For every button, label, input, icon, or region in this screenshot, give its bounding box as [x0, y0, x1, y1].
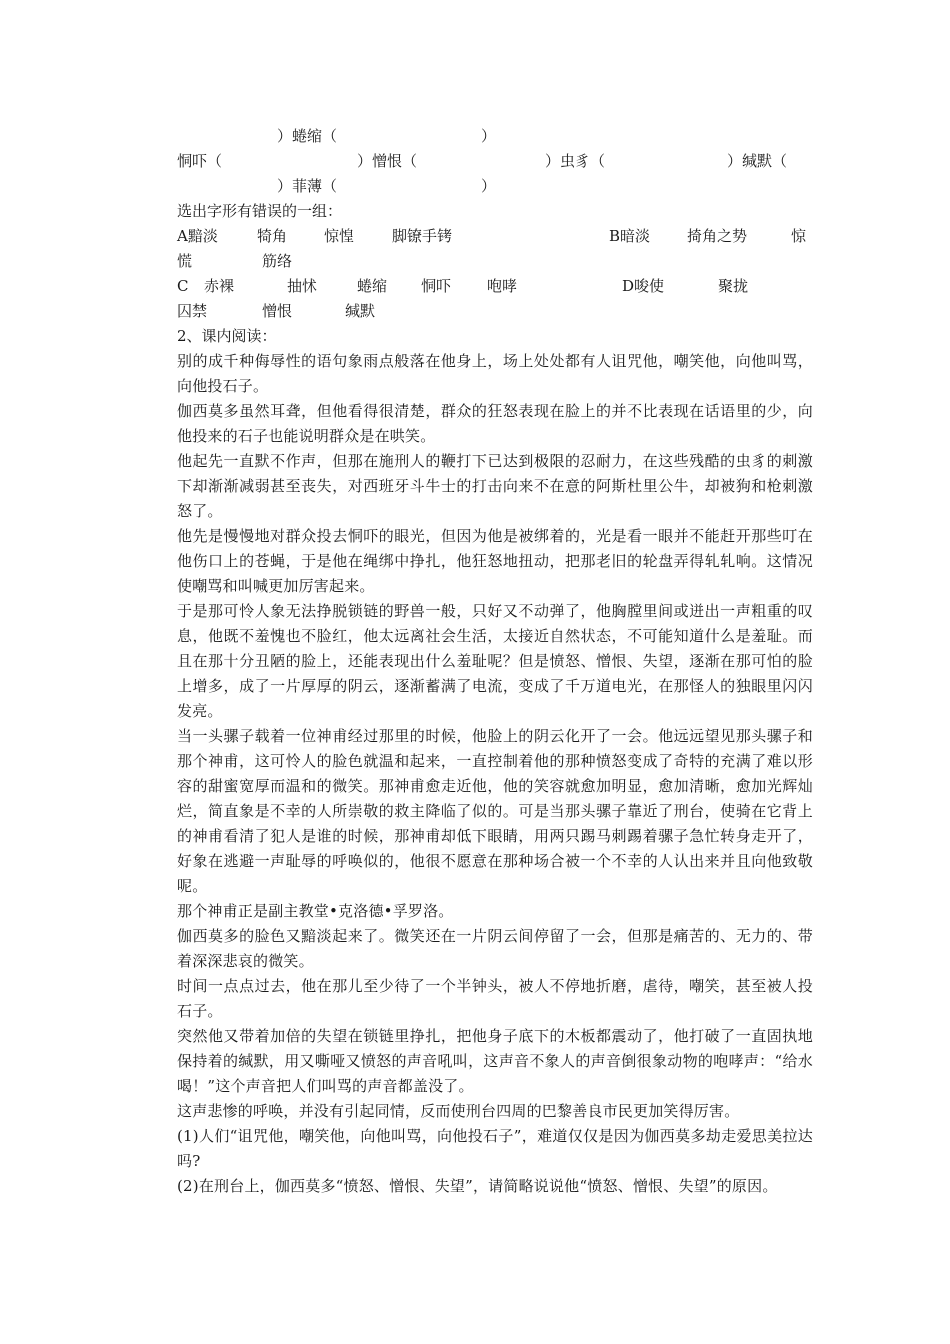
option-word: 犄角	[257, 227, 288, 245]
passage-paragraph: 别的成千种侮辱性的语句象雨点般落在他身上，场上处处都有人诅咒他，嘲笑他，向他叫骂，向他投石子。	[177, 352, 813, 395]
document-page	[177, 124, 813, 1199]
option-word: 恫吓	[421, 277, 452, 295]
options-line-3	[177, 274, 813, 299]
section-title	[177, 324, 813, 349]
vocab-row-2	[177, 149, 813, 174]
question-typo-text: 选出字形有错误的一组：	[177, 202, 343, 220]
section-title-text: 2、课内阅读：	[177, 327, 277, 345]
option-word: 慌	[177, 252, 193, 270]
option-word: 憎恨	[262, 302, 293, 320]
question-2: (2)在刑台上，伽西莫多“愤怒、憎恨、失望”，请简略说说他“愤怒、憎恨、失望”的原因。	[177, 1177, 778, 1195]
option-word: 筋络	[262, 252, 293, 270]
option-word: 掎角之势	[687, 227, 748, 245]
passage-paragraph: 他先是慢慢地对群众投去恫吓的眼光，但因为他是被绑着的，光是看一眼并不能赶开那些叮在他伤口上的苍蝇，于是他在绳绑中挣扎，他狂怒地扭动，把那老旧的轮盘弄得轧轧响。这情况使嘲骂和叫喊更加厉害起来。	[177, 527, 813, 595]
passage-paragraph: 伽西莫多虽然耳聋，但他看得很清楚，群众的狂怒表现在脸上的并不比表现在话语里的少，向他投来的石子也能说明群众是在哄笑。	[177, 402, 813, 445]
option-word: 聚拢	[718, 277, 749, 295]
vocab-blank[interactable]: ）	[481, 127, 497, 145]
option-word: 咆哮	[487, 277, 518, 295]
passage-paragraph: 突然他又带着加倍的失望在锁链里挣扎，把他身子底下的木板都震动了，他打破了一直固执地保持着的缄默，用又嘶哑又愤怒的声音吼叫，这声音不象人的声音倒很象动物的咆哮声：“给水喝！”这个声音把人们叫骂的声音都盖没了。	[177, 1027, 813, 1095]
options-line-2	[177, 249, 813, 274]
option-word: 囚禁	[177, 302, 208, 320]
options-line-4	[177, 299, 813, 324]
vocab-blank[interactable]: 恫吓（	[177, 152, 223, 170]
options-line-1	[177, 224, 813, 249]
option-word: 惊	[791, 227, 807, 245]
passage-paragraph: 那个神甫正是副主教堂•克洛德•孚罗洛。	[177, 902, 454, 920]
option-word: 脚镣手铐	[392, 227, 453, 245]
passage-paragraph: 伽西莫多的脸色又黯淡起来了。微笑还在一片阴云间停留了一会，但那是痛苦的、无力的、带着深深悲哀的微笑。	[177, 927, 813, 970]
question-typo	[177, 199, 813, 224]
vocab-blank[interactable]: ）	[481, 177, 497, 195]
vocab-blank[interactable]: ）蜷缩（	[277, 127, 338, 145]
option-word: C	[177, 277, 189, 295]
option-word: 缄默	[345, 302, 376, 320]
option-word: B暗淡	[609, 227, 651, 245]
option-word: 抽怵	[287, 277, 318, 295]
passage-paragraph: 这声悲惨的呼唤，并没有引起同情，反而使刑台四周的巴黎善良市民更加笑得厉害。	[177, 1102, 740, 1120]
option-word: D唆使	[622, 277, 665, 295]
vocab-row-3	[177, 174, 813, 199]
vocab-blank[interactable]: ）菲薄（	[277, 177, 338, 195]
passage-paragraph: 于是那可怜人象无法挣脱锁链的野兽一般，只好又不动弹了，他胸膛里间或迸出一声粗重的叹息，他既不羞愧也不脸红，他太远离社会生活，太接近自然状态，不可能知道什么是羞耻。而且在那十分丑陋的脸上，还能表现出什么羞耻呢？但是愤怒、憎恨、失望，逐渐在那可怕的脸上增多，成了一片厚厚的阴云，逐渐蓄满了电流，变成了千万道电光，在那怪人的独眼里闪闪发亮。	[177, 602, 813, 720]
vocab-row-1	[177, 124, 813, 149]
passage-paragraph: 他起先一直默不作声，但那在施刑人的鞭打下已达到极限的忍耐力，在这些残酷的虫豸的刺激下却渐渐减弱甚至丧失，对西班牙斗牛士的打击向来不在意的阿斯杜里公牛，却被狗和枪刺激怒了。	[177, 452, 813, 520]
vocab-blank[interactable]: ）虫豸（	[545, 152, 606, 170]
option-word: 赤裸	[204, 277, 235, 295]
vocab-blank[interactable]: ）憎恨（	[357, 152, 418, 170]
question-1: (1)人们“诅咒他，嘲笑他，向他叫骂，向他投石子”，难道仅仅是因为伽西莫多劫走爱思美拉达吗?	[177, 1127, 813, 1170]
option-word: A黯淡	[177, 227, 218, 245]
passage-paragraph: 时间一点点过去，他在那儿至少待了一个半钟头，被人不停地折磨，虐待，嘲笑，甚至被人投石子。	[177, 977, 813, 1020]
vocab-blank[interactable]: ）缄默（	[727, 152, 788, 170]
option-word: 蜷缩	[357, 277, 388, 295]
option-word: 惊惶	[324, 227, 355, 245]
passage-paragraph: 当一头骡子载着一位神甫经过那里的时候，他脸上的阴云化开了一会。他远远望见那头骡子和那个神甫，这可怜人的脸色就温和起来，一直控制着他的那种愤怒变成了奇特的充满了难以形容的甜蜜宽厚而温和的微笑。那神甫愈走近他，他的笑容就愈加明显，愈加清晰，愈加光辉灿烂，简直象是不幸的人所崇敬的救主降临了似的。可是当那头骡子靠近了刑台，使骑在它背上的神甫看清了犯人是谁的时候，那神甫却低下眼睛，用两只踢马刺踢着骡子急忙转身走开了，好象在逃避一声耻辱的呼唤似的，他很不愿意在那种场合被一个不幸的人认出来并且向他致敬呢。	[177, 727, 813, 895]
